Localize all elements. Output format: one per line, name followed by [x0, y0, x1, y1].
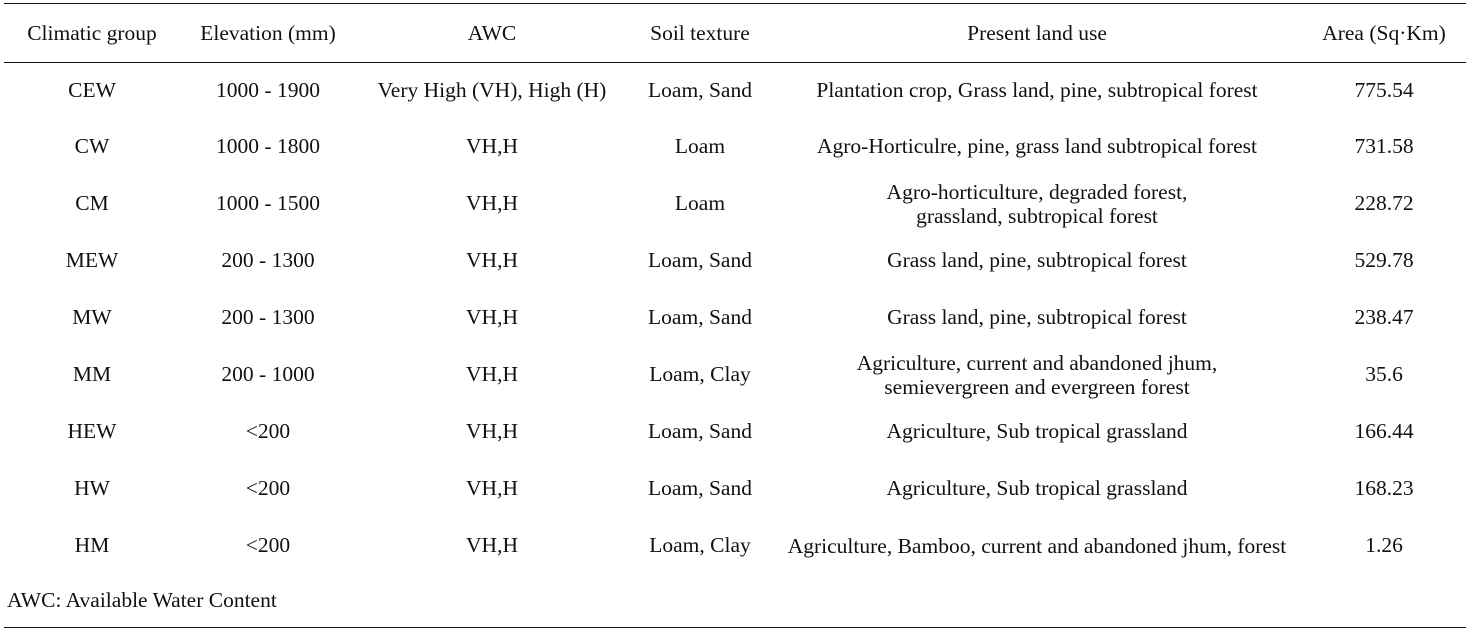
- cell-soil-texture: Loam: [674, 191, 726, 215]
- cell-soil-texture: Loam, Sand: [648, 77, 752, 102]
- cell-area: 228.72: [1354, 191, 1414, 215]
- table-row: [4, 118, 1466, 175]
- cell-awc: VH,H: [466, 191, 518, 215]
- cell-area: 529.78: [1354, 248, 1414, 272]
- cell-elevation: 1000 - 1900: [216, 77, 320, 102]
- cell-area: 166.44: [1354, 419, 1414, 443]
- cell-elevation: 1000 - 1500: [216, 191, 320, 215]
- cell-climatic-group: HM: [74, 533, 110, 557]
- cell-elevation: 200 - 1300: [221, 248, 315, 272]
- cell-soil-texture: Loam, Sand: [648, 476, 752, 500]
- cell-climatic-group: CEW: [68, 77, 116, 102]
- cell-present-land-use: Agro-horticulture, degraded forest, grassland, subtropical forest: [886, 179, 1188, 228]
- cell-present-land-use: Agriculture, Bamboo, current and abandoned jhum, forest: [787, 533, 1287, 558]
- cell-area: 1.26: [1365, 533, 1403, 557]
- col-header-climatic-group: Climatic group: [27, 20, 157, 45]
- cell-climatic-group: CW: [74, 134, 110, 158]
- table-footnote: AWC: Available Water Content: [7, 588, 277, 612]
- cell-elevation: 200 - 1300: [221, 305, 315, 329]
- cell-elevation: <200: [245, 533, 291, 557]
- cell-soil-texture: Loam, Sand: [648, 305, 752, 329]
- table-bottom-rule: [4, 627, 1466, 628]
- table-row: [4, 460, 1466, 517]
- cell-present-land-use: Grass land, pine, subtropical forest: [887, 248, 1187, 272]
- table-row: [4, 517, 1466, 574]
- cell-present-land-use: Plantation crop, Grass land, pine, subtropical forest: [816, 77, 1258, 102]
- cell-elevation: 1000 - 1800: [216, 134, 320, 158]
- cell-climatic-group: MEW: [65, 248, 119, 272]
- cell-area: 35.6: [1365, 362, 1403, 386]
- cell-awc: VH,H: [466, 476, 518, 500]
- table-row: [4, 232, 1466, 289]
- table-row: [4, 403, 1466, 460]
- cell-awc: Very High (VH), High (H): [377, 77, 607, 102]
- col-header-soil-texture: Soil texture: [650, 20, 750, 45]
- cell-awc: VH,H: [466, 248, 518, 272]
- col-header-area: Area (Sq·Km): [1322, 20, 1446, 45]
- cell-area: 238.47: [1354, 305, 1414, 329]
- cell-awc: VH,H: [466, 362, 518, 386]
- table-row: [4, 62, 1466, 118]
- table-row: [4, 289, 1466, 346]
- cell-climatic-group: HW: [74, 476, 110, 500]
- cell-present-land-use: Agriculture, Sub tropical grassland: [886, 419, 1188, 443]
- cell-present-land-use: Agro-Horticulre, pine, grass land subtropical forest: [816, 134, 1258, 158]
- cell-soil-texture: Loam, Sand: [648, 248, 752, 272]
- cell-present-land-use: Grass land, pine, subtropical forest: [887, 305, 1187, 329]
- table-row: [4, 175, 1466, 232]
- cell-awc: VH,H: [466, 533, 518, 557]
- cell-elevation: <200: [245, 476, 291, 500]
- cell-soil-texture: Loam, Clay: [649, 362, 751, 386]
- cell-present-land-use: Agriculture, Sub tropical grassland: [886, 476, 1188, 500]
- cell-soil-texture: Loam, Clay: [649, 533, 751, 557]
- col-header-elevation: Elevation (mm): [200, 20, 336, 45]
- climatic-group-table: [4, 4, 1466, 574]
- cell-soil-texture: Loam: [674, 134, 726, 158]
- cell-climatic-group: HEW: [67, 419, 117, 443]
- table-header-row: [4, 4, 1466, 62]
- cell-area: 168.23: [1354, 476, 1414, 500]
- cell-awc: VH,H: [466, 419, 518, 443]
- col-header-awc: AWC: [467, 20, 517, 45]
- cell-elevation: <200: [245, 419, 291, 443]
- cell-climatic-group: MW: [72, 305, 112, 329]
- cell-area: 775.54: [1354, 77, 1414, 102]
- cell-present-land-use: Agriculture, current and abandoned jhum, semievergreen and evergreen forest: [856, 350, 1218, 399]
- col-header-present-land-use: Present land use: [967, 20, 1107, 45]
- cell-awc: VH,H: [466, 305, 518, 329]
- cell-elevation: 200 - 1000: [221, 362, 315, 386]
- cell-soil-texture: Loam, Sand: [648, 419, 752, 443]
- cell-climatic-group: MM: [72, 362, 112, 386]
- cell-awc: VH,H: [466, 134, 518, 158]
- cell-climatic-group: CM: [75, 191, 109, 215]
- cell-area: 731.58: [1354, 134, 1414, 158]
- table-row: [4, 346, 1466, 403]
